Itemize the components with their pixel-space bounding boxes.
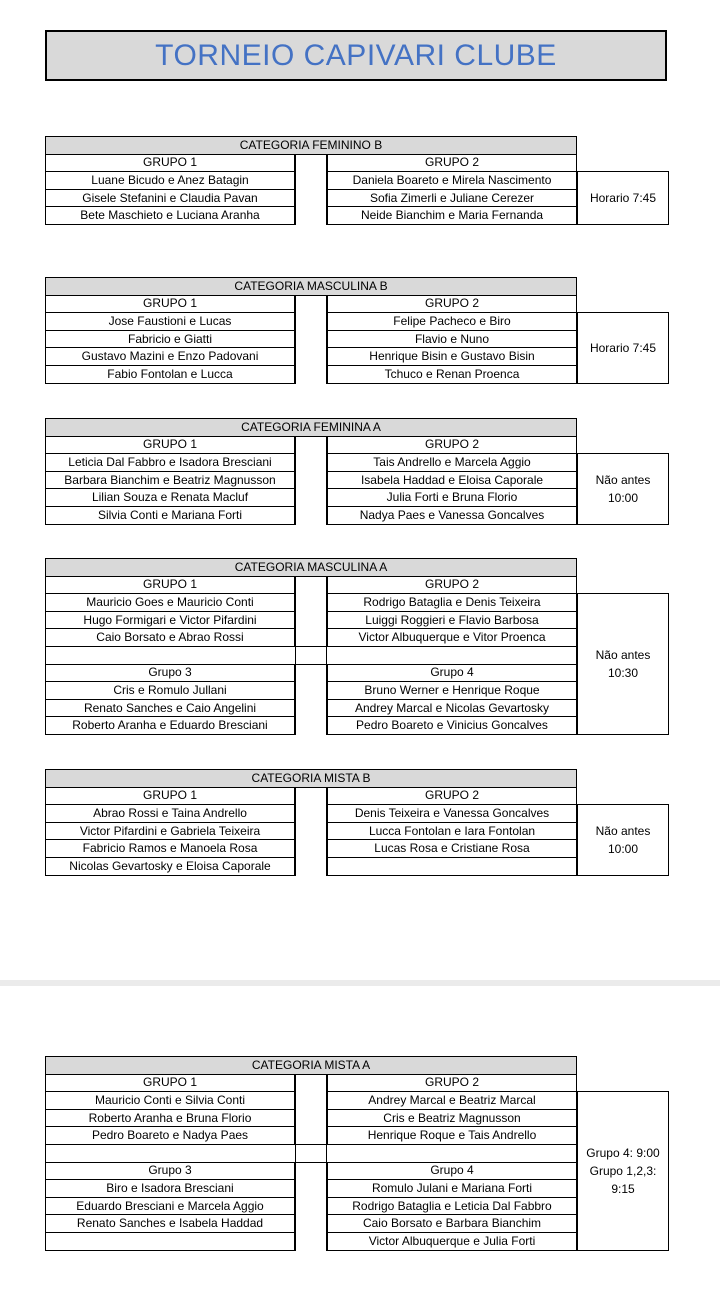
- team-cell: Sofia Zimerli e Juliane Cerezer: [327, 189, 577, 208]
- category-header: CATEGORIA MASCULINA A: [45, 558, 577, 577]
- category-header: CATEGORIA FEMININO B: [45, 136, 577, 155]
- team-cell: Andrey Marcal e Nicolas Gevartosky: [327, 699, 577, 718]
- team-cell: Hugo Formigari e Victor Pifardini: [45, 611, 295, 630]
- team-cell: Tchuco e Renan Proenca: [327, 365, 577, 384]
- team-cell: Andrey Marcal e Beatriz Marcal: [327, 1091, 577, 1110]
- team-cell: Mauricio Goes e Mauricio Conti: [45, 593, 295, 612]
- team-cell: Daniela Boareto e Mirela Nascimento: [327, 171, 577, 190]
- team-cell: Eduardo Bresciani e Marcela Aggio: [45, 1197, 295, 1216]
- group-label: GRUPO 2: [327, 787, 577, 806]
- group-label: GRUPO 2: [327, 154, 577, 173]
- document-title: TORNEIO CAPIVARI CLUBE: [155, 38, 557, 72]
- team-cell: Gisele Stefanini e Claudia Pavan: [45, 189, 295, 208]
- team-cell: Lucas Rosa e Cristiane Rosa: [327, 839, 577, 858]
- category-header: CATEGORIA MISTA B: [45, 769, 577, 788]
- group-separator: [295, 436, 327, 525]
- team-cell: Bete Maschieto e Luciana Aranha: [45, 206, 295, 225]
- team-cell: Silvia Conti e Mariana Forti: [45, 506, 295, 525]
- team-cell: [327, 857, 577, 876]
- team-cell: Cris e Beatriz Magnusson: [327, 1109, 577, 1128]
- category-header: CATEGORIA MISTA A: [45, 1056, 577, 1075]
- team-cell: Biro e Isadora Bresciani: [45, 1179, 295, 1198]
- team-cell: Flavio e Nuno: [327, 330, 577, 349]
- team-cell: Luane Bicudo e Anez Batagin: [45, 171, 295, 190]
- team-cell: Felipe Pacheco e Biro: [327, 312, 577, 331]
- team-cell: Cris e Romulo Jullani: [45, 681, 295, 700]
- team-cell: Denis Teixeira e Vanessa Goncalves: [327, 804, 577, 823]
- team-cell: Roberto Aranha e Bruna Florio: [45, 1109, 295, 1128]
- team-cell: Lucca Fontolan e Iara Fontolan: [327, 822, 577, 841]
- team-cell: Bruno Werner e Henrique Roque: [327, 681, 577, 700]
- group-separator: [295, 295, 327, 384]
- team-cell: Henrique Bisin e Gustavo Bisin: [327, 347, 577, 366]
- team-cell: Fabio Fontolan e Lucca: [45, 365, 295, 384]
- group-label: Grupo 3: [45, 1162, 295, 1181]
- category-header: CATEGORIA MASCULINA B: [45, 277, 577, 296]
- team-cell: Leticia Dal Fabbro e Isadora Bresciani: [45, 453, 295, 472]
- team-cell: Romulo Julani e Mariana Forti: [327, 1179, 577, 1198]
- team-cell: Julia Forti e Bruna Florio: [327, 488, 577, 507]
- schedule-time: Não antes 10:00: [577, 453, 669, 524]
- team-cell: Tais Andrello e Marcela Aggio: [327, 453, 577, 472]
- team-cell: Rodrigo Bataglia e Denis Teixeira: [327, 593, 577, 612]
- team-cell: Lilian Souza e Renata Macluf: [45, 488, 295, 507]
- group-label: GRUPO 2: [327, 436, 577, 455]
- team-cell: Pedro Boareto e Vinicius Goncalves: [327, 716, 577, 735]
- page-break: [0, 980, 720, 986]
- team-cell: Fabricio Ramos e Manoela Rosa: [45, 839, 295, 858]
- schedule-time: Horario 7:45: [577, 312, 669, 383]
- group-label: GRUPO 2: [327, 576, 577, 595]
- team-cell: Roberto Aranha e Eduardo Bresciani: [45, 716, 295, 735]
- category-header: CATEGORIA FEMININA A: [45, 418, 577, 437]
- team-cell: Abrao Rossi e Taina Andrello: [45, 804, 295, 823]
- group-separator: [295, 1074, 327, 1251]
- team-cell: Gustavo Mazini e Enzo Padovani: [45, 347, 295, 366]
- group-label: GRUPO 2: [327, 1074, 577, 1093]
- schedule-time: Não antes 10:00: [577, 804, 669, 875]
- group-label: GRUPO 1: [45, 154, 295, 173]
- team-cell: [45, 1232, 295, 1251]
- group-label: GRUPO 2: [327, 295, 577, 314]
- group-label: GRUPO 1: [45, 1074, 295, 1093]
- schedule-time: Horario 7:45: [577, 171, 669, 225]
- schedule-time: Grupo 4: 9:00 Grupo 1,2,3: 9:15: [577, 1091, 669, 1250]
- team-cell: Jose Faustioni e Lucas: [45, 312, 295, 331]
- team-cell: Nicolas Gevartosky e Eloisa Caporale: [45, 857, 295, 876]
- team-cell: Luiggi Roggieri e Flavio Barbosa: [327, 611, 577, 630]
- team-cell: Neide Bianchim e Maria Fernanda: [327, 206, 577, 225]
- team-cell: Rodrigo Bataglia e Leticia Dal Fabbro: [327, 1197, 577, 1216]
- group-label: Grupo 4: [327, 664, 577, 683]
- team-cell: Barbara Bianchim e Beatriz Magnusson: [45, 471, 295, 490]
- team-cell: Pedro Boareto e Nadya Paes: [45, 1126, 295, 1145]
- schedule-time: Não antes 10:30: [577, 593, 669, 735]
- group-label: Grupo 4: [327, 1162, 577, 1181]
- team-cell: Henrique Roque e Tais Andrello: [327, 1126, 577, 1145]
- group-separator: [295, 154, 327, 225]
- team-cell: Victor Albuquerque e Julia Forti: [327, 1232, 577, 1251]
- team-cell: Fabricio e Giatti: [45, 330, 295, 349]
- group-separator: [295, 576, 327, 735]
- team-cell: Mauricio Conti e Silvia Conti: [45, 1091, 295, 1110]
- group-label: GRUPO 1: [45, 576, 295, 595]
- team-cell: Caio Borsato e Barbara Bianchim: [327, 1214, 577, 1233]
- group-separator: [295, 787, 327, 876]
- document-title-box: [45, 30, 667, 81]
- team-cell: Renato Sanches e Isabela Haddad: [45, 1214, 295, 1233]
- team-cell: Victor Pifardini e Gabriela Teixeira: [45, 822, 295, 841]
- team-cell: Isabela Haddad e Eloisa Caporale: [327, 471, 577, 490]
- group-label: GRUPO 1: [45, 295, 295, 314]
- team-cell: Renato Sanches e Caio Angelini: [45, 699, 295, 718]
- team-cell: Caio Borsato e Abrao Rossi: [45, 628, 295, 647]
- team-cell: Victor Albuquerque e Vitor Proenca: [327, 628, 577, 647]
- team-cell: Nadya Paes e Vanessa Goncalves: [327, 506, 577, 525]
- group-label: Grupo 3: [45, 664, 295, 683]
- group-label: GRUPO 1: [45, 787, 295, 806]
- group-label: GRUPO 1: [45, 436, 295, 455]
